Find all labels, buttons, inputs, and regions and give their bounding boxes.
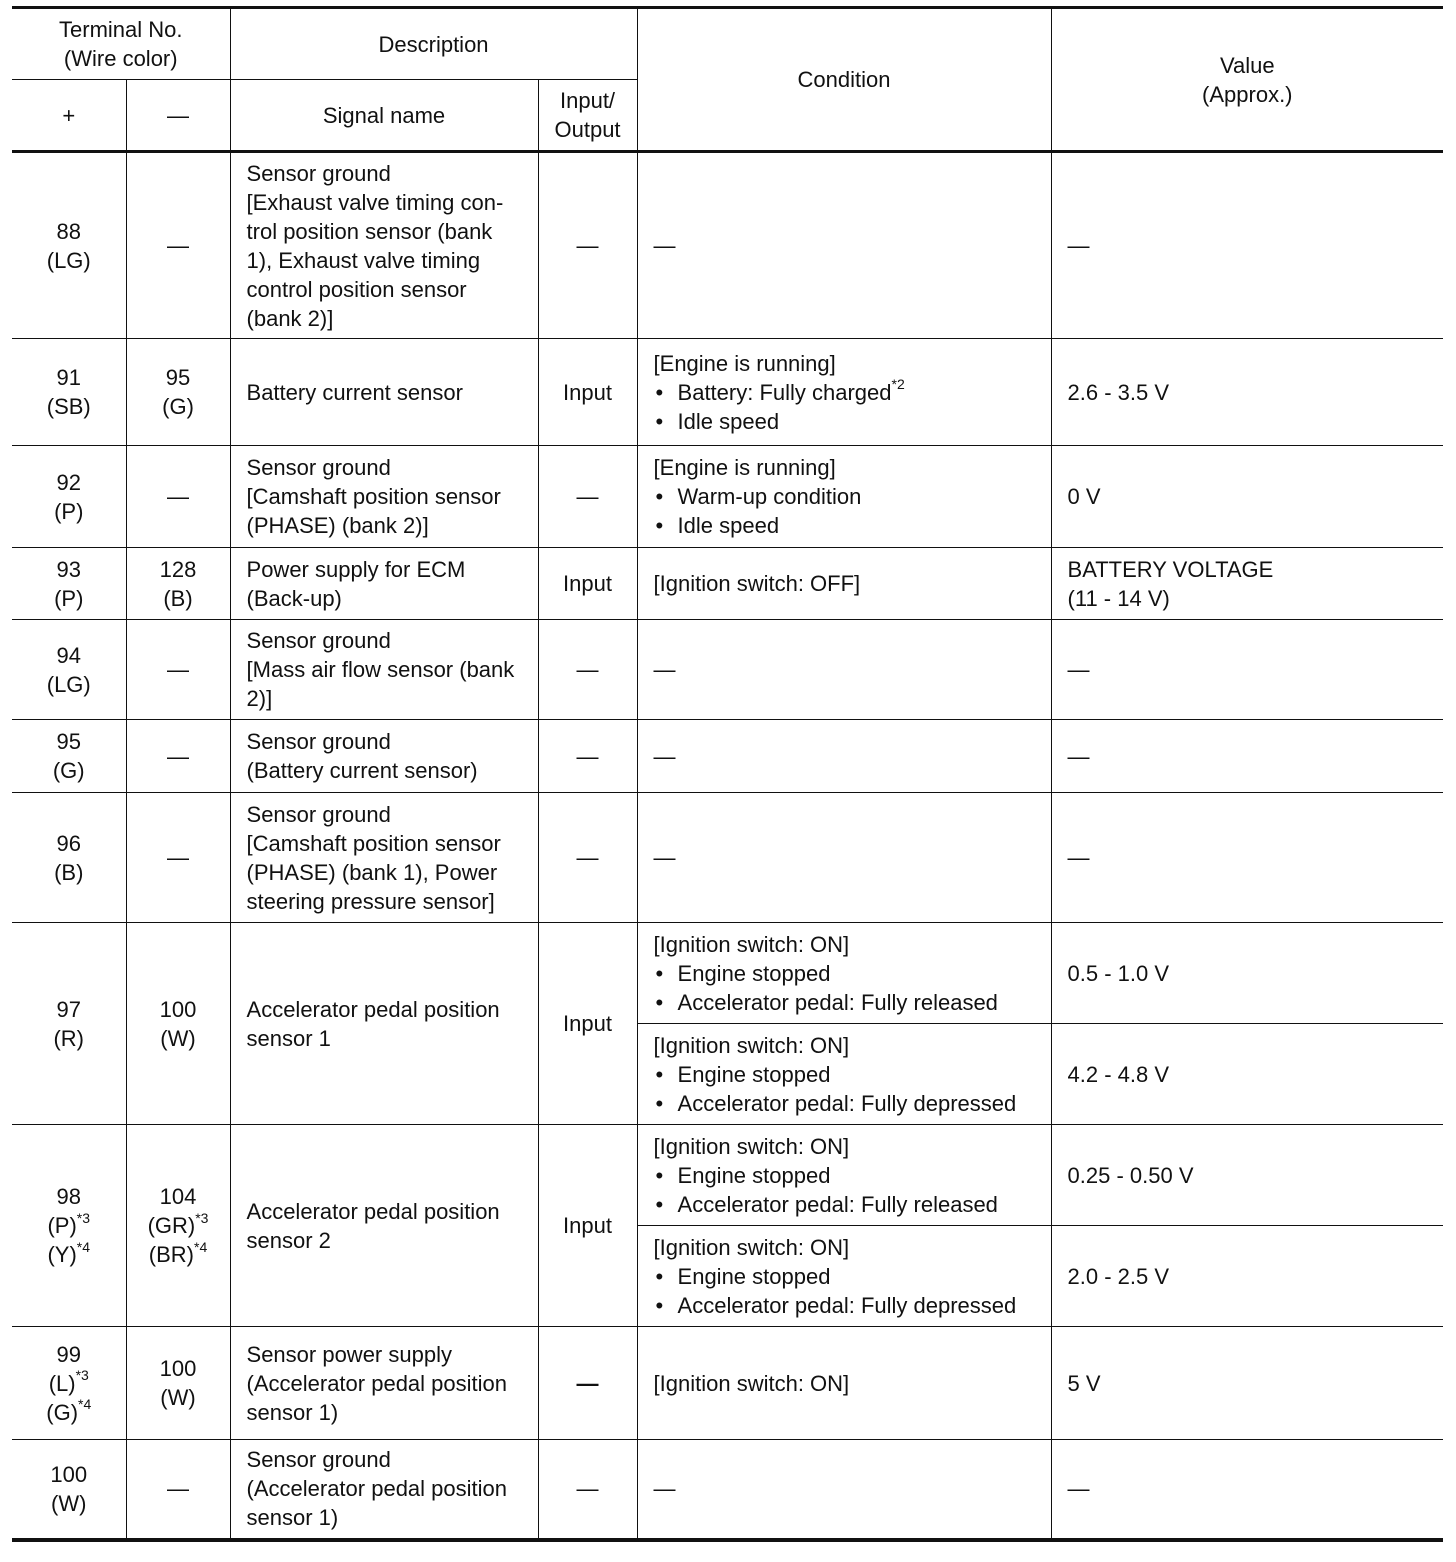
condition-bullet: • Accelerator pedal: Fully released <box>654 1190 1045 1219</box>
table-row <box>12 548 1443 620</box>
signal-line: sensor 1) <box>246 1505 339 1531</box>
wire-color-text: (GR) <box>147 1213 196 1238</box>
signal-line: Accelerator pedal position <box>246 996 500 1022</box>
wire-color: (R) <box>53 1025 85 1051</box>
footnote-marker: *4 <box>76 1238 91 1255</box>
plus-terminal-header: + <box>12 80 126 152</box>
signal-line: [Camshaft position sensor <box>246 830 501 856</box>
input-output-cell: Input <box>538 339 637 446</box>
input-output-cell: — <box>538 1440 637 1540</box>
wire-color: (P) <box>54 585 84 611</box>
wire-color <box>12 1398 126 1427</box>
wire-color: (LG) <box>46 247 91 273</box>
terminal-number: 95 <box>165 365 191 390</box>
footnote-marker: *3 <box>195 1209 209 1226</box>
signal-line: Battery current sensor <box>246 379 463 405</box>
value-cell: 4.2 - 4.8 V <box>1051 1024 1443 1125</box>
input-output-cell: — <box>538 620 637 720</box>
signal-line: (Battery current sensor) <box>246 758 478 783</box>
signal-line: [Mass air flow sensor (bank <box>246 657 515 682</box>
condition-cell <box>637 923 1051 1024</box>
value-cell: 0 V <box>1051 446 1443 548</box>
signal-name-cell <box>230 720 538 793</box>
wire-color: (G) <box>162 394 194 419</box>
input-output-cell: — <box>538 446 637 548</box>
table-row <box>12 620 1443 720</box>
condition-heading: [Engine is running] <box>653 350 836 376</box>
signal-name-cell <box>230 923 538 1125</box>
signal-line: Sensor ground <box>246 801 391 827</box>
terminal-number: 91 <box>56 365 81 390</box>
table-row <box>12 446 1443 548</box>
signal-line: [Exhaust valve timing con- <box>246 189 504 215</box>
signal-line: Accelerator pedal position <box>246 1198 500 1224</box>
minus-terminal-cell: — <box>126 793 230 923</box>
table-row <box>12 720 1443 793</box>
signal-line: control position sensor <box>246 276 467 302</box>
signal-line: (Back-up) <box>246 585 342 611</box>
output-label: Output <box>554 117 621 142</box>
wire-color: (B) <box>54 859 84 885</box>
terminal-no-header <box>12 8 230 80</box>
input-output-cell: Input <box>538 1125 637 1327</box>
wire-color: (W) <box>160 1385 196 1410</box>
value-cell: — <box>1051 1440 1443 1540</box>
input-output-cell: — <box>538 793 637 923</box>
wire-color: (SB) <box>46 394 91 419</box>
value-header <box>1051 8 1443 152</box>
terminal-number: 99 <box>56 1341 81 1367</box>
plus-terminal-cell <box>12 923 126 1125</box>
wire-color: (LG) <box>46 671 91 697</box>
wire-color: (G) <box>52 758 85 783</box>
signal-line: (PHASE) (bank 2)] <box>246 513 429 538</box>
footnote-marker: *4 <box>78 1396 92 1413</box>
input-output-cell: — <box>538 152 637 339</box>
signal-line: [Camshaft position sensor <box>246 484 501 509</box>
plus-terminal-cell <box>12 720 126 793</box>
terminal-number: 94 <box>56 642 81 668</box>
terminal-number: 100 <box>50 1461 88 1487</box>
signal-line: sensor 1) <box>246 1399 339 1425</box>
condition-bullet: • Engine stopped <box>654 1262 1045 1291</box>
condition-header: Condition <box>637 8 1051 152</box>
minus-terminal-cell <box>126 548 230 620</box>
footnote-marker: *4 <box>194 1238 208 1255</box>
approx-label: (Approx.) <box>1202 81 1293 107</box>
wire-color-text: (P) <box>47 1213 77 1238</box>
condition-cell: — <box>637 620 1051 720</box>
condition-heading: [Engine is running] <box>653 455 836 480</box>
plus-terminal-cell <box>12 1125 126 1327</box>
wire-color <box>12 1211 126 1240</box>
table-row <box>12 339 1443 446</box>
terminal-number: 92 <box>56 469 81 495</box>
wire-color <box>12 1369 126 1398</box>
value-cell: 2.0 - 2.5 V <box>1051 1226 1443 1327</box>
wire-color-text: (G) <box>46 1399 79 1425</box>
minus-terminal-cell <box>126 923 230 1125</box>
header-row-1 <box>12 8 1443 80</box>
signal-name-cell <box>230 1440 538 1540</box>
condition-cell <box>637 339 1051 446</box>
value-cell: — <box>1051 720 1443 793</box>
wire-color <box>12 1240 126 1269</box>
value-label: Value <box>1219 52 1275 78</box>
wire-color-text: (BR) <box>148 1242 194 1267</box>
condition-bullet: • Idle speed <box>654 407 1045 436</box>
value-cell: — <box>1051 793 1443 923</box>
terminal-no-label: Terminal No. <box>59 17 183 42</box>
plus-terminal-cell <box>12 339 126 446</box>
terminal-number: 93 <box>56 556 81 582</box>
signal-line: Sensor ground <box>246 455 391 480</box>
wire-color-text: (Y) <box>47 1242 77 1267</box>
wire-color: (W) <box>160 1025 196 1051</box>
signal-name-cell <box>230 446 538 548</box>
input-output-cell: Input <box>538 923 637 1125</box>
condition-cell: — <box>637 793 1051 923</box>
signal-line: (Accelerator pedal position <box>246 1370 507 1396</box>
condition-bullet: • Engine stopped <box>654 959 1045 988</box>
plus-terminal-cell <box>12 1440 126 1540</box>
input-output-cell: Input <box>538 548 637 620</box>
minus-terminal-cell: — <box>126 152 230 339</box>
wire-color: (P) <box>54 498 84 524</box>
input-output-cell: — <box>538 720 637 793</box>
wire-color <box>127 1240 230 1269</box>
value-line: (11 - 14 V) <box>1067 585 1170 611</box>
condition-bullet <box>654 378 1045 407</box>
footnote-marker: *3 <box>76 1209 91 1226</box>
condition-bullet: • Accelerator pedal: Fully depressed <box>654 1089 1045 1118</box>
minus-terminal-cell <box>126 339 230 446</box>
signal-line: sensor 1 <box>246 1025 331 1051</box>
value-cell: 2.6 - 3.5 V <box>1051 339 1443 446</box>
condition-bullet: • Warm-up condition <box>654 482 1045 511</box>
wire-color: (B) <box>163 585 193 611</box>
plus-terminal-cell <box>12 446 126 548</box>
minus-terminal-cell <box>126 1125 230 1327</box>
signal-line: sensor 2 <box>246 1227 331 1253</box>
terminal-number: 100 <box>159 1356 197 1381</box>
condition-bullet: • Engine stopped <box>654 1060 1045 1089</box>
footnote-marker: *2 <box>891 376 905 393</box>
minus-terminal-header: — <box>126 80 230 152</box>
terminal-number: 104 <box>159 1184 197 1209</box>
signal-name-cell <box>230 152 538 339</box>
condition-cell <box>637 446 1051 548</box>
condition-text: Battery: Fully charged <box>677 379 892 405</box>
value-cell: 0.25 - 0.50 V <box>1051 1125 1443 1226</box>
signal-line: 1), Exhaust valve timing <box>246 247 481 273</box>
minus-terminal-cell: — <box>126 720 230 793</box>
table-row <box>12 1327 1443 1440</box>
signal-line: (Accelerator pedal position <box>246 1476 507 1502</box>
value-cell: 5 V <box>1051 1327 1443 1440</box>
condition-heading: [Ignition switch: ON] <box>653 931 850 957</box>
value-cell: — <box>1051 620 1443 720</box>
signal-name-cell <box>230 1125 538 1327</box>
signal-line: Sensor ground <box>246 628 391 653</box>
terminal-number: 95 <box>56 729 81 754</box>
minus-terminal-cell: — <box>126 620 230 720</box>
signal-line: Power supply for ECM <box>246 556 466 582</box>
footnote-marker: *3 <box>75 1367 89 1384</box>
value-cell: 0.5 - 1.0 V <box>1051 923 1443 1024</box>
terminal-number: 96 <box>56 830 81 856</box>
input-label: Input/ <box>560 88 616 113</box>
plus-terminal-cell <box>12 620 126 720</box>
condition-cell: [Ignition switch: ON] <box>637 1327 1051 1440</box>
signal-name-cell <box>230 620 538 720</box>
condition-heading: [Ignition switch: ON] <box>653 1133 850 1159</box>
wire-color <box>127 1211 230 1240</box>
condition-cell: — <box>637 1440 1051 1540</box>
signal-name-cell <box>230 793 538 923</box>
wire-color-text: (L) <box>48 1370 76 1396</box>
wire-color: (W) <box>51 1490 87 1516</box>
signal-name-cell <box>230 548 538 620</box>
terminal-number: 98 <box>56 1184 81 1209</box>
plus-terminal-cell <box>12 548 126 620</box>
minus-terminal-cell: — <box>126 1440 230 1540</box>
condition-cell: — <box>637 152 1051 339</box>
signal-line: Sensor ground <box>246 1447 391 1473</box>
terminal-number: 100 <box>159 996 197 1022</box>
condition-cell <box>637 1125 1051 1226</box>
table-row <box>12 923 1443 1024</box>
input-output-cell: — <box>538 1327 637 1440</box>
signal-line: 2)] <box>246 686 273 711</box>
description-header: Description <box>230 8 637 80</box>
minus-terminal-cell: — <box>126 446 230 548</box>
signal-line: Sensor ground <box>246 729 391 754</box>
signal-name-header: Signal name <box>230 80 538 152</box>
table-row <box>12 793 1443 923</box>
signal-line: (bank 2)] <box>246 305 334 331</box>
table-row <box>12 152 1443 339</box>
condition-bullet: • Engine stopped <box>654 1161 1045 1190</box>
terminal-number: 128 <box>159 556 197 582</box>
signal-line: Sensor ground <box>246 160 391 186</box>
table-row <box>12 1440 1443 1540</box>
table-row <box>12 1125 1443 1226</box>
condition-bullet: • Accelerator pedal: Fully depressed <box>654 1291 1045 1320</box>
condition-heading: [Ignition switch: ON] <box>653 1032 850 1058</box>
minus-terminal-cell <box>126 1327 230 1440</box>
signal-name-cell <box>230 1327 538 1440</box>
condition-cell: [Ignition switch: OFF] <box>637 548 1051 620</box>
wire-color-label: (Wire color) <box>63 46 178 71</box>
condition-cell <box>637 1226 1051 1327</box>
signal-line: steering pressure sensor] <box>246 888 495 914</box>
value-cell: — <box>1051 152 1443 339</box>
condition-cell: — <box>637 720 1051 793</box>
condition-heading: [Ignition switch: ON] <box>653 1234 850 1260</box>
value-cell <box>1051 548 1443 620</box>
plus-terminal-cell <box>12 793 126 923</box>
condition-bullet: • Accelerator pedal: Fully released <box>654 988 1045 1017</box>
value-line: BATTERY VOLTAGE <box>1067 556 1274 582</box>
condition-bullet: • Idle speed <box>654 511 1045 540</box>
signal-line: Sensor power supply <box>246 1341 452 1367</box>
signal-name-cell <box>230 339 538 446</box>
terminal-spec-table <box>12 6 1443 1542</box>
signal-line: trol position sensor (bank <box>246 218 493 244</box>
input-output-header <box>538 80 637 152</box>
signal-line: (PHASE) (bank 1), Power <box>246 859 498 885</box>
plus-terminal-cell <box>12 152 126 339</box>
terminal-number: 88 <box>56 218 81 244</box>
terminal-number: 97 <box>56 996 81 1022</box>
condition-cell <box>637 1024 1051 1125</box>
plus-terminal-cell <box>12 1327 126 1440</box>
